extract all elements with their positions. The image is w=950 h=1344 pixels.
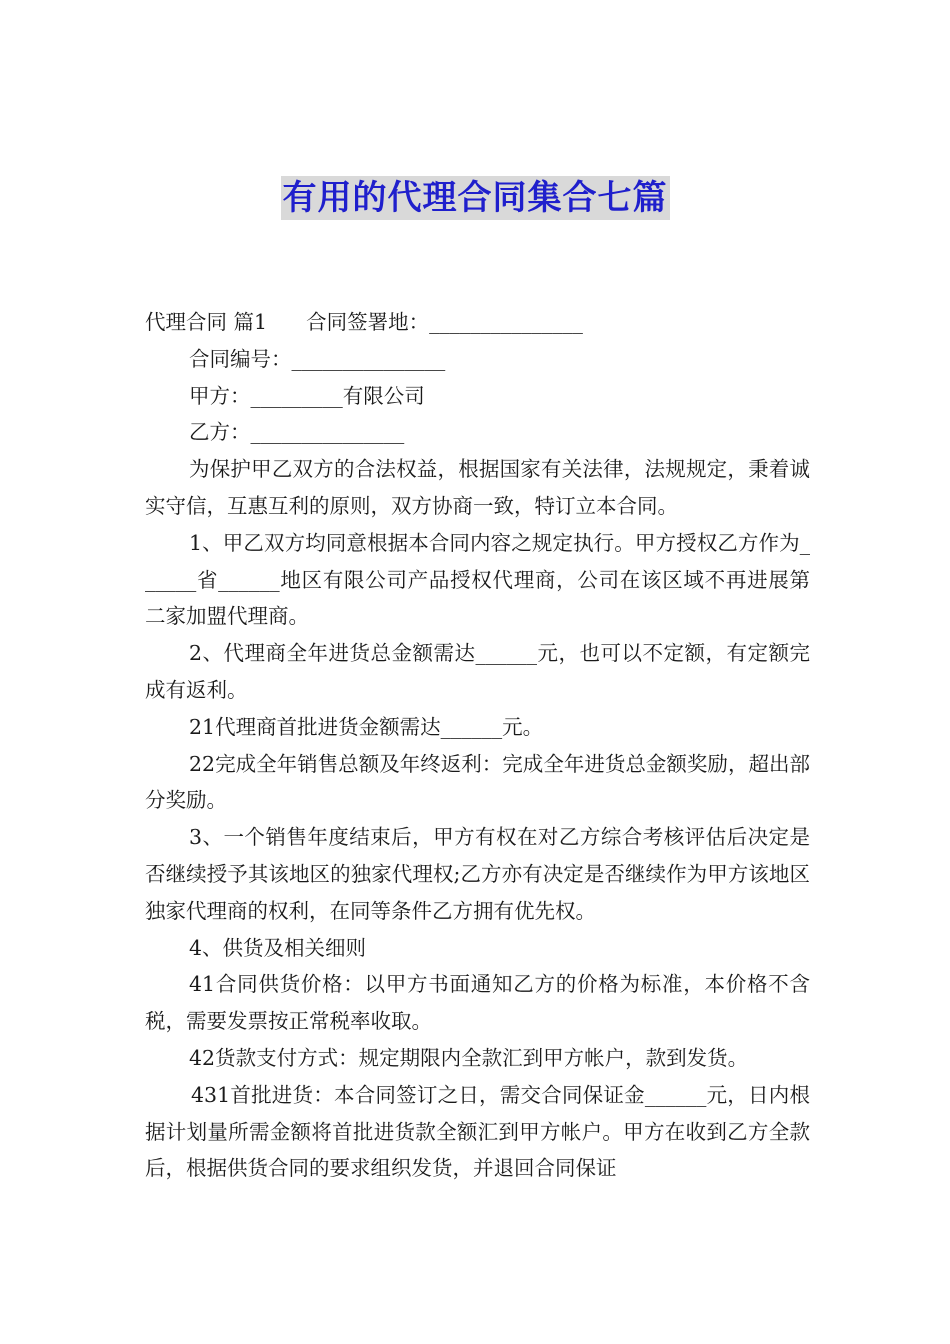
paragraph-4: 为保护甲乙双方的合法权益，根据国家有关法律，法规规定，秉着诚实守信，互惠互利的原则，双方协商一致，特订立本合同。 [145, 457, 810, 518]
title-text: 有用的代理合同集合七篇 [282, 178, 668, 218]
paragraph-1: 合同编号：_______________ [189, 346, 446, 371]
paragraph-2: 甲方：_________有限公司 [189, 383, 425, 408]
paragraph-13: 431首批进货：本合同签订之日，需交合同保证金______元，日内根据计划量所需金额将首批进货款全额汇到甲方帐户。甲方在收到乙方全款后，根据供货合同的要求组织发货，并退回合同保证 [145, 1082, 810, 1181]
document-body [145, 304, 810, 1187]
paragraph-9: 3、一个销售年度结束后，甲方有权在对乙方综合考核评估后决定是否继续授予其该地区的独家代理权;乙方亦有决定是否继续作为甲方该地区独家代理商的权利，在同等条件乙方拥有优先权。 [145, 825, 810, 923]
paragraph-8: 22完成全年销售总额及年终返利：完成全年进货总金额奖励，超出部分奖励。 [145, 751, 810, 813]
paragraph-11: 41合同供货价格：以甲方书面通知乙方的价格为标准，本价格不含税，需要发票按正常税率收取。 [145, 972, 810, 1034]
paragraph-12: 42货款支付方式：规定期限内全款汇到甲方帐户，款到发货。 [189, 1045, 749, 1070]
paragraph-3: 乙方：_______________ [189, 420, 405, 445]
paragraph-10: 4、供货及相关细则 [189, 935, 367, 960]
paragraph-6: 2、代理商全年进货总金额需达______元，也可以不定额，有定额完成有返利。 [145, 641, 810, 702]
paragraph-0: 代理合同 篇1 合同签署地：_______________ [145, 310, 583, 334]
paragraph-5: 1、甲乙双方均同意根据本合同内容之规定执行。甲方授权乙方作为______省______地区有限公司产品授权代理商，公司在该区域不再进展第二家加盟代理商。 [145, 530, 810, 629]
paragraph-7: 21代理商首批进货金额需达______元。 [189, 714, 544, 739]
page-title [0, 176, 950, 220]
